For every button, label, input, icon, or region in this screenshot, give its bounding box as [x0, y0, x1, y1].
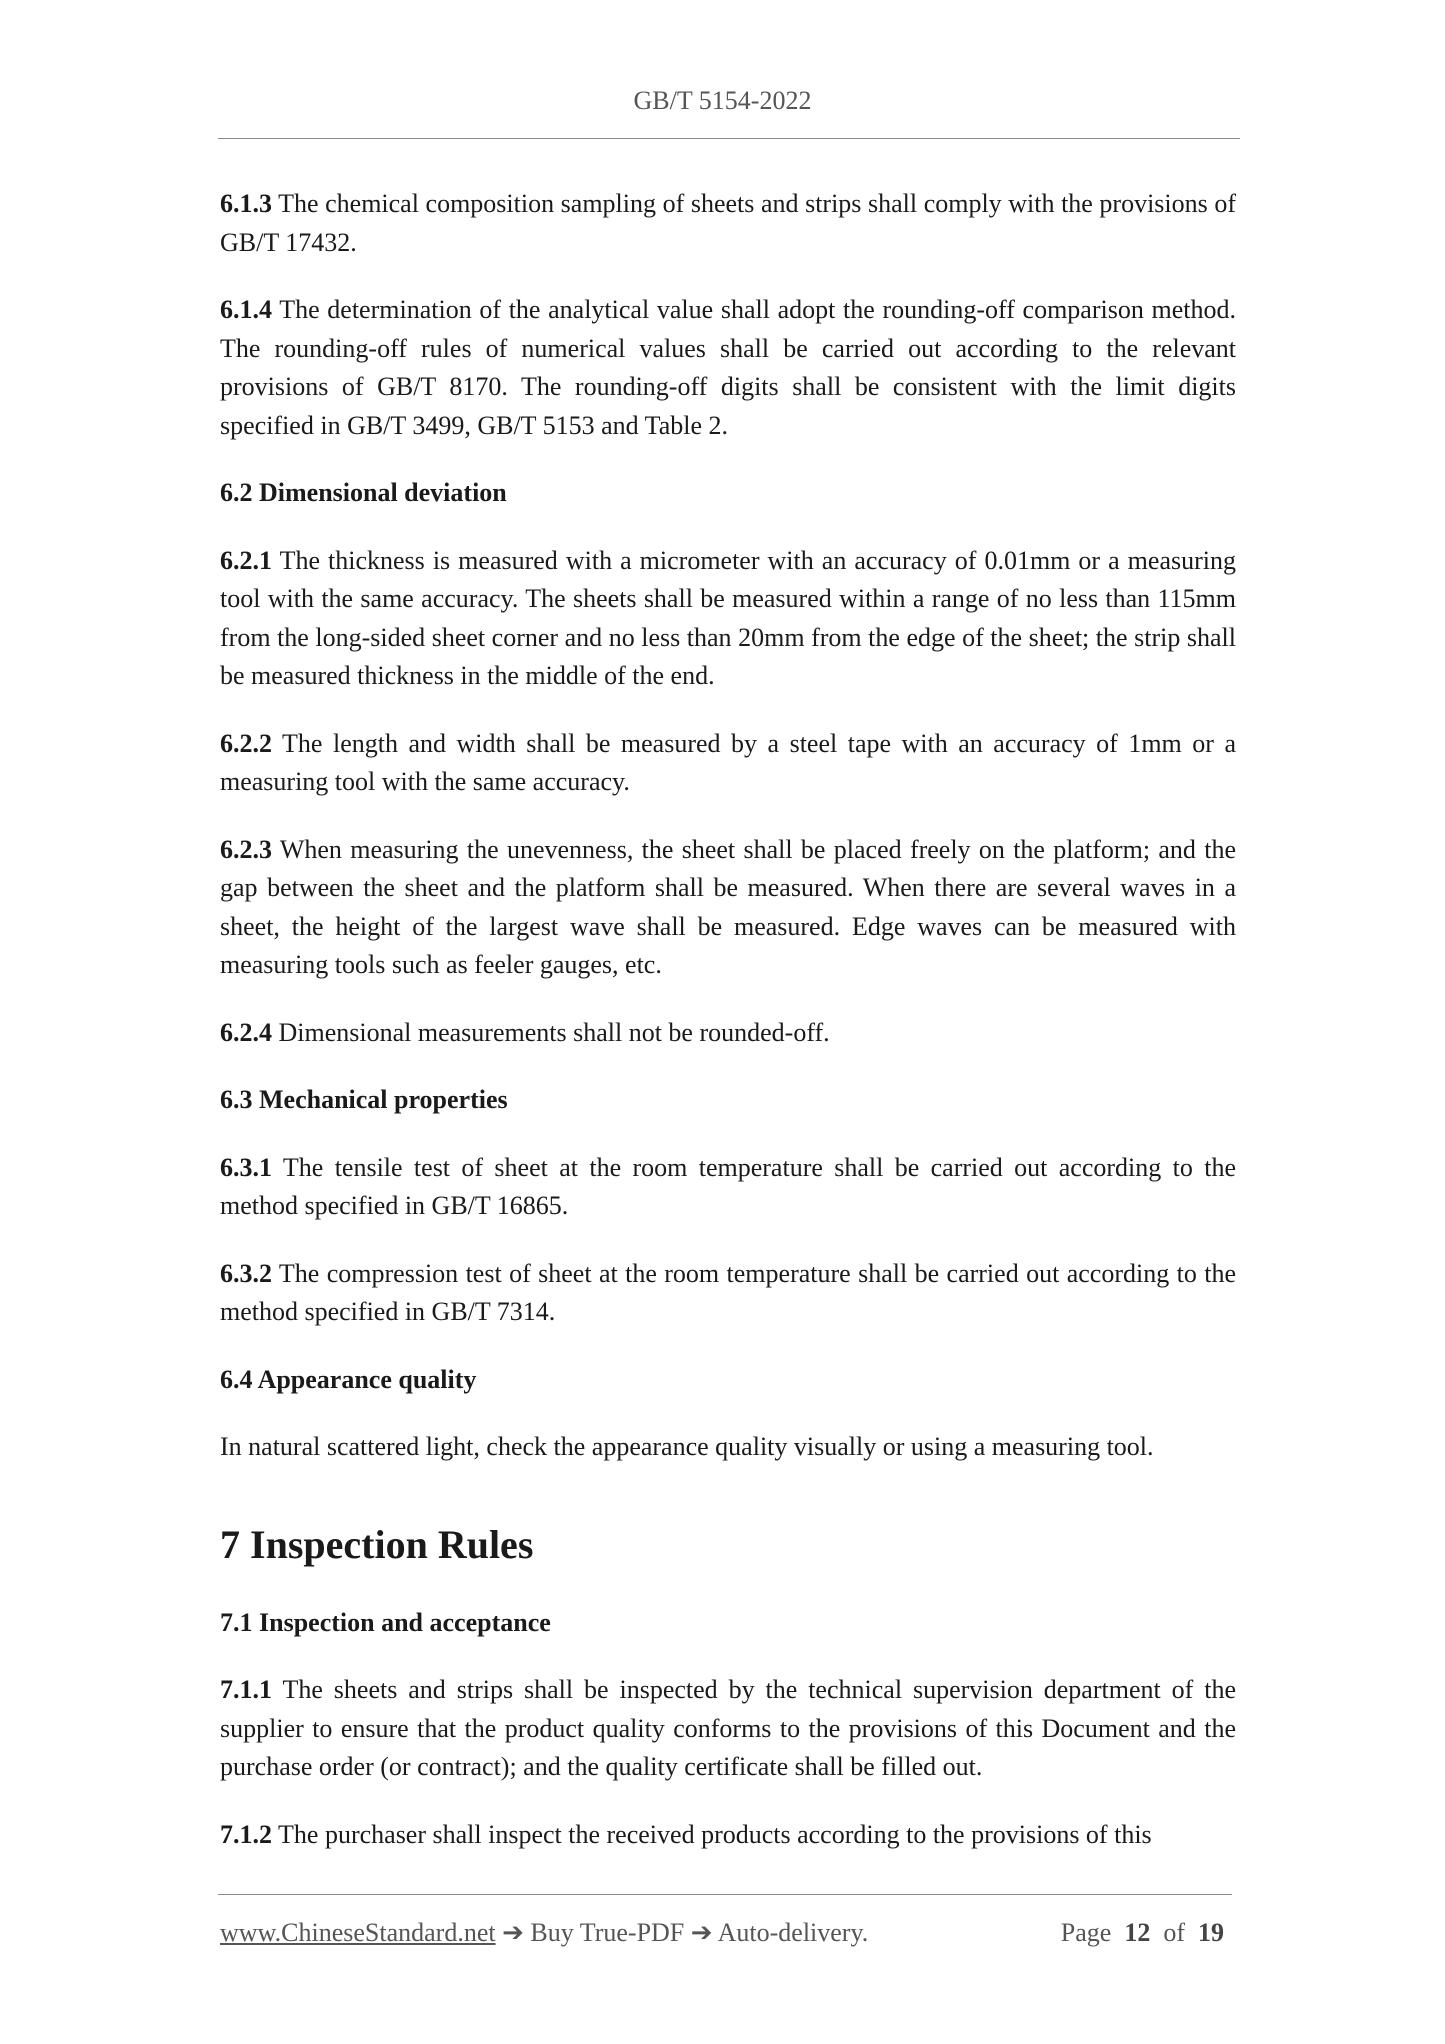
- document-body: [220, 185, 1236, 1854]
- clause-number: 7.1.2: [220, 1819, 272, 1849]
- clause-text: When measuring the unevenness, the sheet shall be placed freely on the platform; and the gap between the sheet and the platform shall be measured. When there are several waves in a sheet, the height of the largest wave shall be measured. Edge waves can be measured with measuring tools such as feeler gauges, etc.: [220, 834, 1236, 979]
- clause-number: 6.2.4: [220, 1017, 272, 1047]
- clause-text: Dimensional measurements shall not be rounded-off.: [272, 1017, 830, 1047]
- clause-text: The chemical composition sampling of sheets and strips shall comply with the provisions of GB/T 17432.: [220, 189, 1236, 257]
- paragraph-6-4: In natural scattered light, check the appearance quality visually or using a measuring tool.: [220, 1432, 1154, 1461]
- clause-7-1-2: [220, 1816, 1236, 1855]
- clause-6-1-4: [220, 291, 1236, 445]
- section-heading-6-3: 6.3 Mechanical properties: [220, 1085, 508, 1114]
- clause-7-1-1: [220, 1671, 1236, 1787]
- clause-6-2-1: [220, 542, 1236, 696]
- clause-6-2-2: [220, 725, 1236, 802]
- clause-text: The compression test of sheet at the room temperature shall be carried out according to the method specified in GB/T 7314.: [220, 1258, 1236, 1326]
- page-label: Page: [1060, 1918, 1112, 1947]
- clause-6-3-1: [220, 1149, 1236, 1226]
- clause-number: 6.1.3: [220, 189, 272, 218]
- clause-number: 6.2.1: [220, 545, 272, 575]
- clause-text: The determination of the analytical value shall adopt the rounding-off comparison method. The rounding-off rules of numerical values shall be carried out according to the relevant provisions of GB/T 8170. The rounding-off digits shall be consistent with the limit digits specified in GB/T 3499, GB/T 5153 and Table 2.: [220, 295, 1236, 440]
- section-heading-7-1: 7.1 Inspection and acceptance: [220, 1607, 551, 1637]
- section-heading-6-2: 6.2 Dimensional deviation: [220, 478, 507, 507]
- clause-6-1-3: [220, 185, 1236, 262]
- clause-text: The sheets and strips shall be inspected by the technical supervision department of the supplier to ensure that the product quality conforms to the provisions of this Document and the purchase order (or contract); and the quality certificate shall be filled out.: [220, 1675, 1236, 1781]
- page-of-label: of: [1163, 1918, 1185, 1947]
- clause-number: 6.3.2: [220, 1258, 272, 1288]
- page-current: 12: [1124, 1918, 1151, 1947]
- clause-number: 7.1.1: [220, 1675, 272, 1704]
- clause-text: The tensile test of sheet at the room temperature shall be carried out according to the method specified in GB/T 16865.: [220, 1152, 1236, 1220]
- clause-number: 6.3.1: [220, 1152, 272, 1182]
- footer-promo-text: ➔ Buy True-PDF ➔ Auto-delivery.: [495, 1918, 869, 1947]
- chapter-heading-7: 7 Inspection Rules: [220, 1521, 534, 1567]
- page-header: GB/T 5154-2022: [633, 86, 812, 115]
- clause-6-2-3: [220, 831, 1236, 985]
- clause-6-3-2: [220, 1255, 1236, 1332]
- clause-number: 6.1.4: [220, 295, 272, 324]
- clause-6-2-4: [220, 1014, 1236, 1053]
- page-total: 19: [1198, 1918, 1224, 1947]
- website-link[interactable]: www.ChineseStandard.net: [220, 1918, 496, 1947]
- clause-number: 6.2.3: [220, 834, 272, 864]
- clause-text: The thickness is measured with a micrometer with an accuracy of 0.01mm or a measuring tool with the same accuracy. The sheets shall be measured within a range of no less than 115mm from the long-sided sheet corner and no less than 20mm from the edge of the sheet; the strip shall be measured thickness in the middle of the end.: [220, 545, 1236, 690]
- page-footer: [220, 1918, 1232, 1958]
- clause-text: The length and width shall be measured by a steel tape with an accuracy of 1mm or a measuring tool with the same accuracy.: [220, 728, 1236, 796]
- clause-text: The purchaser shall inspect the received products according to the provisions of this: [272, 1819, 1152, 1849]
- footer-promo: [220, 1918, 868, 1948]
- clause-number: 6.2.2: [220, 728, 272, 758]
- footer-divider: [218, 1894, 1232, 1895]
- page-number: [1061, 1918, 1224, 1948]
- section-heading-6-4: 6.4 Appearance quality: [220, 1364, 477, 1394]
- header-divider: [218, 138, 1240, 139]
